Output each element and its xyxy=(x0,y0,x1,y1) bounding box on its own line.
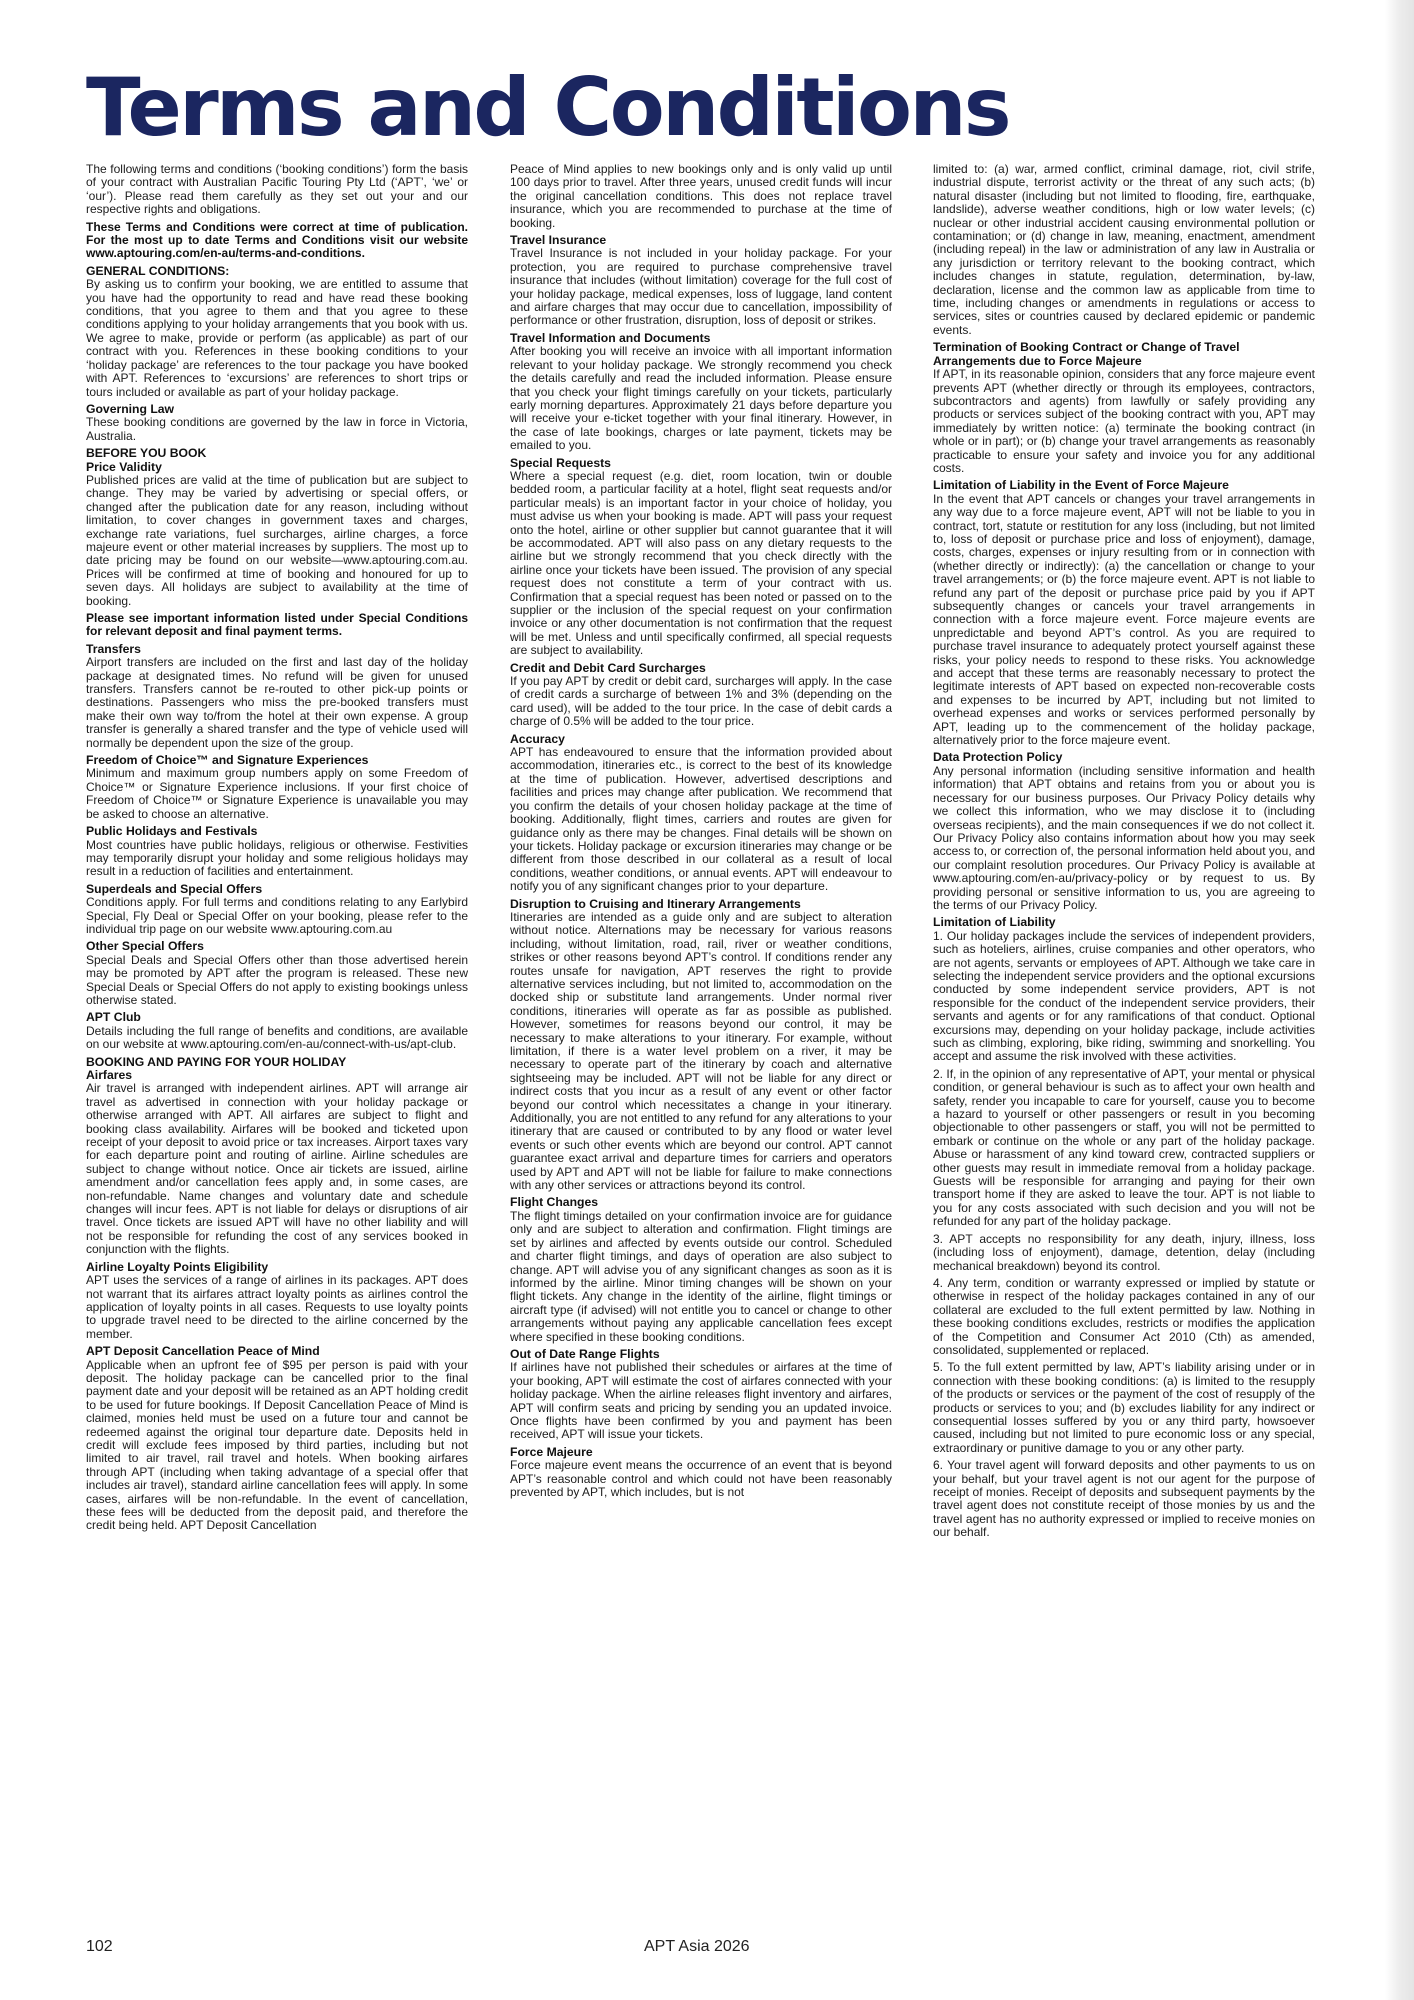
section-heading: Accuracy xyxy=(510,731,565,746)
body-paragraph: 6. Your travel agent will forward deposits and other payments to us on your behalf, but your travel agent is not our agent for the purpose of receipt of monies. Receipt of deposits and subsequent payments by the travel agent does not constitute receipt of those monies by us and the travel agent has no authority expressed or implied to receive monies on our behalf. xyxy=(933,1458,1315,1540)
section-heading: Termination of Booking Contract or Change of Travel Arrangements due to Force Majeure xyxy=(933,340,1240,368)
body-paragraph: Special Deals and Special Offers other than those advertised herein may be promoted by APT after the program is released. These new Special Deals or Special Offers do not apply to existing bookings unless otherwise stated. xyxy=(86,952,468,1007)
section-heading: Disruption to Cruising and Itinerary Arrangements xyxy=(510,896,801,911)
section-heading: APT Club xyxy=(86,1010,141,1025)
body-paragraph: APT uses the services of a range of airlines in its packages. APT does not warrant that its airfares attract loyalty points as airlines control the application of loyalty points in all cases. Requests to use loyalty points to upgrade travel need to be directed to the airline concerned by the member. xyxy=(86,1273,468,1341)
body-paragraph: The following terms and conditions (‘booking conditions’) form the basis of your contract with Australian Pacific Touring Pty Ltd (‘APT’, ‘we’ or ‘our’). Please read them carefully as they set out your and our respective rights and obligations. xyxy=(86,162,468,217)
section-heading: Limitation of Liability xyxy=(933,915,1056,930)
section-heading: GENERAL CONDITIONS: xyxy=(86,263,230,278)
body-paragraph: Force majeure event means the occurrence of an event that is beyond APT’s reasonable control and which could not have been reasonably prevented by APT, which includes, but is not xyxy=(510,1458,892,1499)
body-paragraph: 2. If, in the opinion of any representative of APT, your mental or physical condition, or general behaviour is such as to affect your own health and safety, render you incapable to care for yourself, cause you to become a hazard to yourself or other passengers or result in you becoming objectionable to other passengers or staff, you will not be permitted to embark or continue on the whole or any part of the holiday package. Abuse or harassment of any kind toward crew, contracted suppliers or other guests may result in immediate removal from a holiday package. Guests will be responsible for arranging and paying for their own transport home if they are asked to leave the tour. APT is not liable to you for any costs associated with such decision and you will not be refunded for any part of the holiday package. xyxy=(933,1066,1315,1229)
body-paragraph: 4. Any term, condition or warranty expressed or implied by statute or otherwise in respect of the holiday packages contained in any of our collateral are excluded to the full extent permitted by law. Nothing in these booking conditions excludes, restricts or modifies the application of the Competition and Consumer Act 2010 (Cth) as amended, consolidated, supplemented or replaced. xyxy=(933,1275,1315,1357)
body-paragraph: In the event that APT cancels or changes your travel arrangements in any way due to a force majeure event, APT will not be liable to you in contract, tort, statute or restitution for any loss (including, but not limited to, loss of deposit or purchase price and loss of enjoyment), damage, costs, charges, expenses or injury resulting from or in connection with (whether directly or indirectly): (a) the cancellation or change to your travel arrangements; or (b) the force majeure event. APT is not liable to refund any part of the deposit or purchase price paid by you if APT subsequently changes or cancels your travel arrangements in connection with a force majeure event. Force majeure events are unpredictable and beyond APT’s control. As you are required to purchase travel insurance to adequately protect yourself against these risks, your policy needs to respond to these risks. You acknowledge and accept that these terms are reasonably necessary to protect the legitimate interests of APT based on expected non-recoverable costs and expenses to be incurred by APT, including but not limited to overhead expenses and works or services performed personally by APT, leading up to the commencement of the holiday package, alternatively prior to the force majeure event. xyxy=(933,491,1315,748)
section-heading: Special Requests xyxy=(510,455,611,470)
body-paragraph: Peace of Mind applies to new bookings only and is only valid up until 100 days prior to travel. After three years, unused credit funds will incur the original cancellation conditions. This does not replace travel insurance, which you are recommended to purchase at the time of booking. xyxy=(510,162,892,230)
section-heading: Governing Law xyxy=(86,401,175,416)
section-heading: Freedom of Choice™ and Signature Experiences xyxy=(86,753,369,768)
section-heading: APT Deposit Cancellation Peace of Mind xyxy=(86,1344,320,1359)
section-heading: BEFORE YOU BOOK xyxy=(86,446,207,461)
body-paragraph: Air travel is arranged with independent airlines. APT will arrange air travel as advertised in connection with your holiday package or otherwise arranged with APT. All airfares are subject to flight and booking class availability. Airfares will be booked and ticketed upon receipt of your deposit to avoid price or tax increases. Airport taxes vary for each departure point and routing of airline. Airline schedules are subject to change without notice. Once air tickets are issued, airline amendment and/or cancellation fees apply and, in some cases, are non-refundable. Name changes and voluntary date and schedule changes will incur fees. APT is not liable for delays or disruptions of air travel. Once tickets are issued APT will have no other liability and will not be responsible for refunding the cost of any services booked in conjunction with the flights. xyxy=(86,1081,468,1257)
notice-paragraph: These Terms and Conditions were correct at time of publication. For the most up to date Terms and Conditions visit our website www.aptouring.com/en-au/terms-and-conditions. xyxy=(86,219,468,261)
terms-column-1 xyxy=(86,163,468,1537)
body-paragraph: Most countries have public holidays, religious or otherwise. Festivities may temporarily disrupt your holiday and some religious holidays may result in a reduction of facilities and entertainment. xyxy=(86,837,468,879)
body-paragraph: After booking you will receive an invoice with all important information relevant to your holiday package. We strongly recommend you check the details carefully and read the included information. Please ensure that you check your flight timings carefully on your tickets, particularly early morning departures. Approximately 21 days before departure you will receive your e-ticket together with your final itinerary. However, in the case of late bookings, charges or late payment, tickets may be emailed to you. xyxy=(510,344,892,453)
section-heading: Airfares xyxy=(86,1068,133,1082)
body-paragraph: Travel Insurance is not included in your holiday package. For your protection, you are required to purchase comprehensive travel insurance that includes (without limitation) coverage for the full cost of your holiday package, medical expenses, loss of luggage, land content and airfare charges that may occur due to cancellation, impossibility of performance or other frustration, disruption, loss of deposit or strikes. xyxy=(510,246,892,328)
section-heading: Transfers xyxy=(86,641,141,656)
terms-column-2 xyxy=(510,163,892,1503)
section-heading: Force Majeure xyxy=(510,1444,593,1459)
page-number: 102 xyxy=(86,1938,113,1955)
section-heading: Public Holidays and Festivals xyxy=(86,824,258,839)
body-paragraph: APT has endeavoured to ensure that the information provided about accommodation, itineraries etc., is correct to the best of its knowledge at the time of publication. However, advertised descriptions and facilities and prices may change after publication. We recommend that you confirm the details of your chosen holiday package at the time of booking. Additionally, flight times, carriers and routes are given for guidance only as there may be changes. Final details will be shown on your tickets. Holiday package or excursion itineraries may change or be different from those described in our collateral as a result of local conditions, weather conditions, or annual events. APT will endeavour to notify you of any significant changes prior to your departure. xyxy=(510,745,892,894)
section-heading: Limitation of Liability in the Event of Force Majeure xyxy=(933,478,1229,493)
body-paragraph: The flight timings detailed on your confirmation invoice are for guidance only and are subject to alteration and confirmation. Flight timings are set by airlines and affected by events outside our control. Scheduled and charter flight timings, and days of operation are also subject to change. APT will advise you of any significant changes as soon as it is informed by the airline. Minor timing changes will be shown on your flight tickets. Any change in the identity of the airline, flight timings or aircraft type (if advised) will not entitle you to cancel or change to other arrangements without paying any applicable cancellation fees except where specified in these booking conditions. xyxy=(510,1208,892,1344)
section-heading: Airline Loyalty Points Eligibility xyxy=(86,1259,269,1274)
body-paragraph: These booking conditions are governed by the law in force in Victoria, Australia. xyxy=(86,415,468,443)
body-paragraph: limited to: (a) war, armed conflict, criminal damage, riot, civil strife, industrial dispute, terrorist activity or the threat of any such acts; (b) natural disaster (including but not limited to flooding, fire, earthquake, landslide), adverse weather conditions, high or low water levels; (c) nuclear or other industrial accident causing environmental pollution or contamination; or (d) change in law, meaning, enactment, amendment (including repeal) in the law or administration of any law in Australia or any jurisdiction or territory relevant to the booking contract, which includes changes in statute, regulation, determination, by-law, declaration, license and the common law as applicable from time to time, including changes or amendments in regulations or access to services, sites or countries caused by declared epidemic or pandemic events. xyxy=(933,162,1315,337)
section-heading: Credit and Debit Card Surcharges xyxy=(510,660,706,675)
notice-paragraph: Please see important information listed under Special Conditions for relevant deposit and final payment terms. xyxy=(86,611,468,639)
body-paragraph: If you pay APT by credit or debit card, surcharges will apply. In the case of credit cards a surcharge of between 1% and 3% (depending on the card used), will be added to the tour price. In the case of debit cards a charge of 0.5% will be added to the tour price. xyxy=(510,674,892,729)
body-paragraph: Applicable when an upfront fee of $95 per person is paid with your deposit. The holiday package can be cancelled prior to the final payment date and your deposit will be retained as an APT holding credit to be used for future bookings. If Deposit Cancellation Peace of Mind is claimed, monies held must be used on a future tour and cannot be redeemed against the original tour departure date. Deposits held in credit will exclude fees imposed by third parties, including but not limited to air travel, rail travel and hotels. When booking airfares through APT (including when taking advantage of a special offer that includes air travel), standard airline cancellation fees will apply. In some cases, airfares will be non-refundable. In the event of cancellation, these fees will be deducted from the deposit paid, and therefore the credit being held. APT Deposit Cancellation xyxy=(86,1357,468,1533)
body-paragraph: Details including the full range of benefits and conditions, are available on our website at www.aptouring.com/en-au/connect-with-us/apt-club. xyxy=(86,1023,468,1052)
section-heading: Data Protection Policy xyxy=(933,750,1063,765)
body-paragraph: If airlines have not published their schedules or airfares at the time of your booking, APT will estimate the cost of airfares connected with your holiday package. When the airline releases flight inventory and airfares, APT will confirm seats and pricing by sending you an updated invoice. Once flights have been confirmed by you and payment has been received, APT will issue your tickets. xyxy=(510,1360,892,1442)
section-heading: Out of Date Range Flights xyxy=(510,1346,660,1361)
body-paragraph: By asking us to confirm your booking, we are entitled to assume that you have had the opportunity to read and have read these booking conditions, that you agree to them and that you agree to these conditions applying to your holiday arrangements that you book with us. We agree to make, provide or perform (as applicable) as part of our contract with you. References in these booking conditions to your ‘holiday package’ are references to the tour package you have booked with APT. References to ‘excursions’ are references to short trips or tours included or available as part of your holiday package. xyxy=(86,277,468,399)
body-paragraph: Where a special request (e.g. diet, room location, twin or double bedded room, a particular facility at a hotel, flight seat requests and/or particular meals) is an important factor in your choice of holiday, you must advise us when your booking is made. APT will pass your request onto the hotel, airline or other supplier but cannot guarantee that it will be accommodated. APT will also pass on any dietary requests to the airline but we strongly recommend that you check directly with the airline once your tickets have been issued. The provision of any special request does not constitute a term of your contract with us. Confirmation that a special request has been noted or passed on to the supplier or the inclusion of the special request on your confirmation invoice or any other documentation is not confirmation that the request will be met. Unless and until specifically confirmed, all special requests are subject to availability. xyxy=(510,468,892,658)
body-paragraph: Airport transfers are included on the first and last day of the holiday package at designated times. No refund will be given for unused transfers. Transfers cannot be re-routed to other pick-up points or destinations. Passengers who miss the pre-booked transfers must make their own way to/from the hotel at their own expense. A group transfer is generally a shared transfer and the type of vehicle used will normally be dependent upon the size of the group. xyxy=(86,655,468,750)
body-paragraph: Any personal information (including sensitive information and health information) that APT obtains and retains from you or about you is necessary for our business purposes. Our Privacy Policy details why we collect this information, who we may disclose it to (including overseas recipients), and the main consequences if we do not collect it. Our Privacy Policy also contains information about how you may seek access to, or correction of, the personal information held about you, and our complaint resolution procedures. Our Privacy Policy is available at www.aptouring.com/en-au/privacy-policy or by request to us. By providing personal or sensitive information to us, you are agreeing to the terms of our Privacy Policy. xyxy=(933,763,1315,912)
body-paragraph: 3. APT accepts no responsibility for any death, injury, illness, loss (including loss of enjoyment), damage, detention, delay (including mechanical breakdown) beyond its control. xyxy=(933,1231,1315,1273)
section-heading: Superdeals and Special Offers xyxy=(86,881,263,896)
body-paragraph: Itineraries are intended as a guide only and are subject to alteration without notice. Alternations may be necessary for various reasons including, without limitation, road, rail, river or weather conditions, strikes or other reasons beyond APT’s control. If conditions render any routes unsafe for navigation, APT reserves the right to provide alternative services including, but not limited to, accommodation on the docked ship or substitute land arrangements. Under normal river conditions, itineraries will operate as far as possible as published. However, sometimes for reasons beyond our control, it may be necessary to make alterations to your itinerary. For example, without limitation, if there is a water level problem on a river, it may be necessary to operate part of the itinerary by coach and alternative sightseeing may be included. APT will not be liable for any direct or indirect costs that you incur as a result of any event or other factor beyond our control which necessitates a change in your itinerary. Additionally, you are not entitled to any refund for any alterations to your itinerary that are caused or contributed to by any flood or water level events or such other events which are beyond our control. APT cannot guarantee exact arrival and departure times for carriers and operators used by APT and APT will not be liable for failure to make connections with any other services or attractions beyond its control. xyxy=(510,909,892,1193)
body-paragraph: 5. To the full extent permitted by law, APT’s liability arising under or in connection with these booking conditions: (a) is limited to the resupply of the products or services or the payment of the cost of resupply of the products or services to you; and (b) excludes liability for any indirect or consequential losses suffered by you or any third party, howsoever caused, including but not limited to pure economic loss or any special, extraordinary or punitive damage to you or any other party. xyxy=(933,1360,1315,1455)
body-paragraph: 1. Our holiday packages include the services of independent providers, such as hoteliers, airlines, cruise companies and other operators, who are not agents, servants or employees of APT. Although we take care in selecting the independent service providers and the optional excursions conducted by some independent service providers, APT is not responsible for the conduct of the independent service providers, their servants and agents or for any ramifications of that conduct. Optional excursions may, depending on your holiday package, include activities such as climbing, exploring, bike riding, swimming and snorkelling. You accept and assume the risk involved with these activities. xyxy=(933,928,1315,1064)
body-paragraph: Minimum and maximum group numbers apply on some Freedom of Choice™ or Signature Experience inclusions. If your first choice of Freedom of Choice™ or Signature Experience is unavailable you may be asked to choose an alternative. xyxy=(86,766,468,821)
section-heading: Travel Information and Documents xyxy=(510,330,711,345)
section-heading: Price Validity xyxy=(86,459,162,474)
page-title: Terms and Conditions xyxy=(86,61,1010,154)
terms-column-3 xyxy=(933,163,1315,1544)
section-heading: Other Special Offers xyxy=(86,939,204,954)
section-heading: Flight Changes xyxy=(510,1195,599,1210)
section-heading: BOOKING AND PAYING FOR YOUR HOLIDAY xyxy=(86,1054,347,1069)
body-paragraph: If APT, in its reasonable opinion, considers that any force majeure event prevents APT (whether directly or through its employees, contractors, subcontractors and agents) from lawfully or safely providing any products or services subject of the booking contract with you, APT may immediately by written notice: (a) terminate the booking contract (in whole or in part); or (b) change your travel arrangements as reasonably practicable to ensure your safety and invoice you for any additional costs. xyxy=(933,367,1315,475)
body-paragraph: Published prices are valid at the time of publication but are subject to change. They may be varied by advertising or special offers, or changed after the publication date for any reason, including without limitation, to cover changes in government taxes and charges, exchange rate variations, fuel surcharges, airline charges, a force majeure event or other material increases by suppliers. The most up to date pricing may be found on our website—www.aptouring.com.au. Prices will be confirmed at time of booking and honoured for up to seven days. All holidays are subject to availability at the time of booking. xyxy=(86,472,468,608)
body-paragraph: Conditions apply. For full terms and conditions relating to any Earlybird Special, Fly Deal or Special Offer on your booking, please refer to the individual trip page on our website www.aptouring.com.au xyxy=(86,895,468,936)
section-heading: Travel Insurance xyxy=(510,233,607,248)
brochure-title: APT Asia 2026 xyxy=(644,1938,750,1955)
